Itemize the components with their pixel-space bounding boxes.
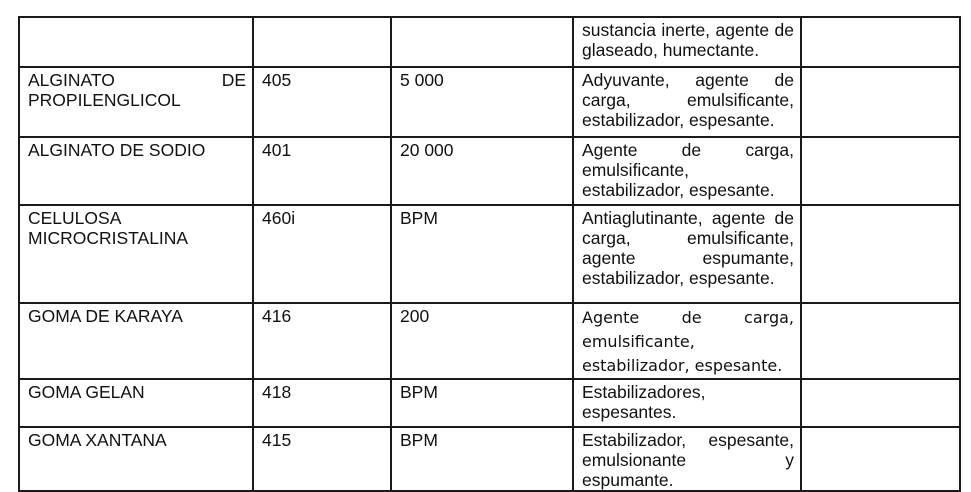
ins-code-cell: 418 bbox=[253, 379, 391, 427]
table-row bbox=[19, 17, 960, 67]
table-row bbox=[19, 379, 960, 427]
function-cell: sustancia inerte, agente de glaseado, humectante. bbox=[573, 17, 801, 67]
empty-cell bbox=[801, 205, 960, 303]
ins-code-cell: 460i bbox=[253, 205, 391, 303]
function-cell: Antiaglutinante, agente de carga, emulsificante, agente espumante, estabilizador, espesante. bbox=[573, 205, 801, 303]
table-row bbox=[19, 67, 960, 137]
max-level-cell: BPM bbox=[391, 379, 573, 427]
ins-code-cell: 405 bbox=[253, 67, 391, 137]
function-cell: Agente de carga, emulsificante, estabilizador, espesante. bbox=[573, 303, 801, 379]
name-first-line bbox=[28, 70, 246, 90]
table-row bbox=[19, 205, 960, 303]
additives-table bbox=[18, 16, 961, 492]
table-row bbox=[19, 303, 960, 379]
empty-cell bbox=[801, 427, 960, 491]
ins-code-cell: 416 bbox=[253, 303, 391, 379]
ins-code-cell: 401 bbox=[253, 137, 391, 205]
ins-code-cell: 415 bbox=[253, 427, 391, 491]
empty-cell bbox=[801, 137, 960, 205]
table-row bbox=[19, 137, 960, 205]
name-word: ALGINATO bbox=[28, 70, 115, 90]
additive-name-cell: GOMA XANTANA bbox=[19, 427, 253, 491]
max-level-cell bbox=[391, 17, 573, 67]
additive-name-cell: ALGINATO DE SODIO bbox=[19, 137, 253, 205]
max-level-cell: 20 000 bbox=[391, 137, 573, 205]
function-cell: Agente de carga, emulsificante, estabilizador, espesante. bbox=[573, 137, 801, 205]
empty-cell bbox=[801, 303, 960, 379]
name-word: DE bbox=[221, 70, 246, 90]
max-level-cell: 200 bbox=[391, 303, 573, 379]
empty-cell bbox=[801, 17, 960, 67]
empty-cell bbox=[801, 67, 960, 137]
additive-name-cell: CELULOSA MICROCRISTALINA bbox=[19, 205, 253, 303]
additive-name-cell bbox=[19, 67, 253, 137]
additive-name-cell bbox=[19, 17, 253, 67]
empty-cell bbox=[801, 379, 960, 427]
additive-name-cell: GOMA GELAN bbox=[19, 379, 253, 427]
table-row bbox=[19, 427, 960, 491]
name-second-line: PROPILENGLICOL bbox=[28, 90, 181, 110]
additive-name-cell: GOMA DE KARAYA bbox=[19, 303, 253, 379]
function-cell: Estabilizadores, espesantes. bbox=[573, 379, 801, 427]
ins-code-cell bbox=[253, 17, 391, 67]
max-level-cell: BPM bbox=[391, 427, 573, 491]
function-cell: Adyuvante, agente de carga, emulsificante, estabilizador, espesante. bbox=[573, 67, 801, 137]
max-level-cell: BPM bbox=[391, 205, 573, 303]
function-cell: Estabilizador, espesante, emulsionante y espumante. bbox=[573, 427, 801, 491]
max-level-cell: 5 000 bbox=[391, 67, 573, 137]
